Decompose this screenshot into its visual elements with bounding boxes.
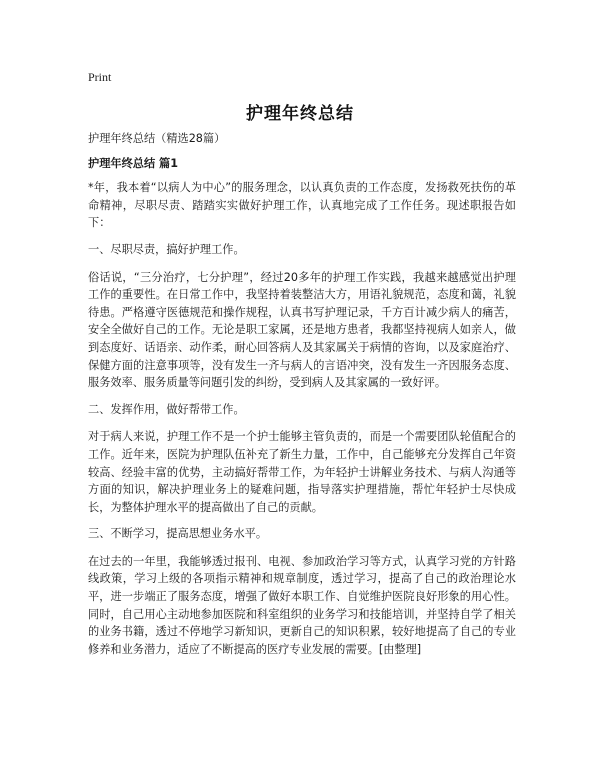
article-heading: 护理年终总结 篇1 (88, 156, 178, 170)
section-body: 对于病人来说，护理工作不是一个护士能够主管负责的，而是一个需要团队轮值配合的工作。近年来，医院为护理队伍补充了新生力量，工作中，自己能够充分发挥自己年资较高、经验丰富的优势，主动搞好帮带工作，为年轻护士讲解业务技术、与病人沟通等方面的知识，解决护理业务上的疑难问题，指导落实护理措施，帮忙年轻护士尽快成长，为整体护理水平的提高做出了自己的贡献。 (88, 430, 516, 514)
section-heading: 二、发挥作用，做好帮带工作。 (88, 402, 245, 416)
section-body: 俗话说，“三分治疗，七分护理”，经过20多年的护理工作实践，我越来越感觉出护理工作的重要性。在日常工作中，我坚持着装整洁大方，用语礼貌规范，态度和蔼，礼貌待患。严格遵守医德规范和操作规程，认真书写护理记录，千方百计减少病人的痛苦，安全全做好自己的工作。无论是职工家属，还是地方患者，我都坚持视病人如亲人，做到态度好、话语亲、动作柔，耐心回答病人及其家属关于病情的咨询，以及家庭治疗、保健方面的注意事项等，没有发生一齐与病人的言语冲突，没有发生一齐因服务态度、服务效率、服务质量等问题引发的纠纷，受到病人及其家属的一致好评。 (88, 270, 516, 390)
section-heading: 一、尽职尽责，搞好护理工作。 (88, 242, 245, 256)
document-body (88, 130, 516, 667)
subtitle: 护理年终总结（精选28篇） (88, 132, 226, 145)
print-label: Print (88, 70, 112, 84)
section-body: 在过去的一年里，我能够透过报刊、电视、参加政治学习等方式，认真学习党的方针路线政策，学习上级的各项指示精神和规章制度，透过学习，提高了自己的政治理论水平，进一步端正了服务态度，增强了做好本职工作、自觉维护医院良好形象的用心性。同时，自己用心主动地参加医院和科室组织的业务学习和技能培训，并坚持自学了相关的业务书籍，透过不停地学习新知识，更新自己的知识积累，较好地提高了自己的专业修养和业务潜力，适应了不断提高的医疗专业发展的需要。[由整理] (88, 554, 516, 656)
intro-paragraph: *年，我本着“以病人为中心”的服务理念，以认真负责的工作态度，发扬救死扶伤的革命精神，尽职尽责、踏踏实实做好护理工作，认真地完成了工作任务。现述职报告如下： (88, 181, 516, 230)
page-title: 护理年终总结 (246, 104, 354, 124)
section-heading: 三、不断学习，提高思想业务水平。 (88, 527, 268, 541)
